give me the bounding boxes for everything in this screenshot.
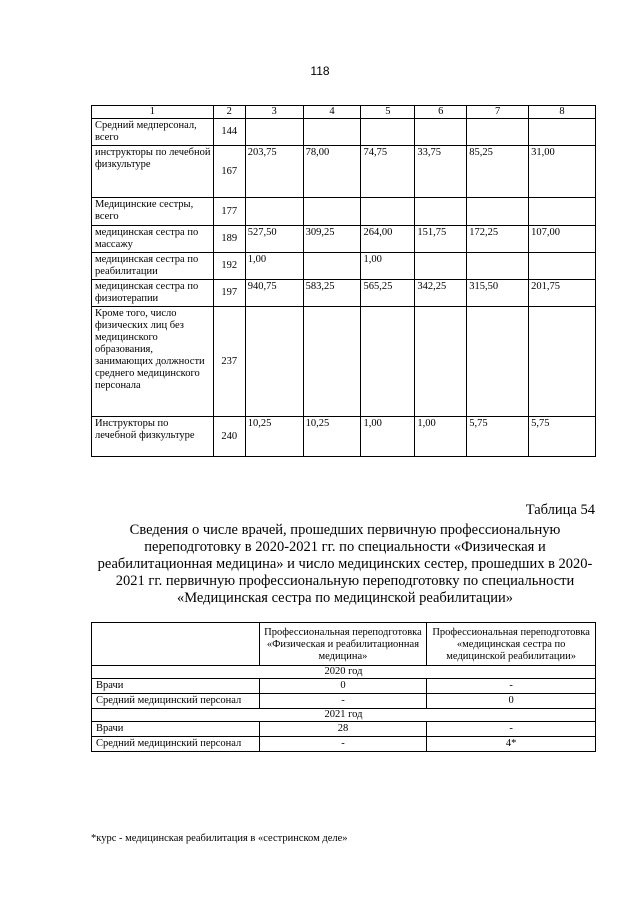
table-cell: 1,00	[361, 253, 415, 280]
row-label: Врачи	[92, 679, 260, 694]
row-name: медицинская сестра по реабилитации	[92, 253, 214, 280]
table-cell: 940,75	[245, 280, 303, 307]
column-header: 2	[213, 106, 245, 119]
column-header: 8	[529, 106, 596, 119]
table-cell	[245, 307, 303, 417]
year-row	[92, 666, 596, 679]
column-header: 4	[303, 106, 361, 119]
row-code: 177	[213, 198, 245, 226]
table-cell	[245, 198, 303, 226]
table-cell: -	[427, 722, 596, 737]
table-cell: 203,75	[245, 146, 303, 198]
table-cell: 342,25	[415, 280, 467, 307]
table-cell	[415, 198, 467, 226]
row-name: Кроме того, число физических лиц без медицинского образования, занимающих должности среднего медицинского персонала	[92, 307, 214, 417]
row-code: 167	[213, 146, 245, 198]
footnote: *курс - медицинская реабилитация в «сестринском деле»	[91, 833, 348, 844]
table-cell	[467, 253, 529, 280]
table-cell: -	[259, 737, 427, 752]
table-cell: 264,00	[361, 226, 415, 253]
table-cell	[361, 119, 415, 146]
table-cell	[303, 198, 361, 226]
row-code: 189	[213, 226, 245, 253]
table-title: Сведения о числе врачей, прошедших первичную профессиональную переподготовку в 2020-2021 гг. по специальности «Физическая и реабилитационная медицина» и число медицинских сестер, прошедших в 2020-2021 гг. первичную профессиональную переподготовку по специальности «Медицинская сестра по медицинской реабилитации»	[97, 522, 593, 606]
column-header: 5	[361, 106, 415, 119]
row-label: Средний медицинский персонал	[92, 737, 260, 752]
table-cell: 10,25	[303, 417, 361, 457]
table-cell: 4*	[427, 737, 596, 752]
table-cell	[529, 119, 596, 146]
column-header: 3	[245, 106, 303, 119]
table-row	[92, 280, 596, 307]
table-row	[92, 226, 596, 253]
year-label: 2021 год	[92, 709, 596, 722]
table-cell: 151,75	[415, 226, 467, 253]
row-label: Средний медицинский персонал	[92, 694, 260, 709]
row-code: 240	[213, 417, 245, 457]
table-cell: 31,00	[529, 146, 596, 198]
column-header: Профессиональная переподготовка «медицинская сестра по медицинской реабилитации»	[427, 623, 596, 666]
row-code: 237	[213, 307, 245, 417]
row-name: медицинская сестра по массажу	[92, 226, 214, 253]
table-cell	[529, 198, 596, 226]
table-cell	[529, 307, 596, 417]
table-cell: 78,00	[303, 146, 361, 198]
table-cell	[415, 119, 467, 146]
column-header: 6	[415, 106, 467, 119]
table-row	[92, 694, 596, 709]
row-name: Медицинские сестры, всего	[92, 198, 214, 226]
table-row	[92, 307, 596, 417]
staff-table	[91, 105, 596, 457]
table-cell: 74,75	[361, 146, 415, 198]
table-cell: 28	[259, 722, 427, 737]
column-header: Профессиональная переподготовка «Физическая и реабилитационная медицина»	[259, 623, 427, 666]
row-label: Врачи	[92, 722, 260, 737]
table-cell	[415, 253, 467, 280]
row-name: инструкторы по лечебной физкультуре	[92, 146, 214, 198]
page-number: 118	[310, 64, 330, 78]
table-label: Таблица 54	[525, 502, 595, 518]
table-cell: 527,50	[245, 226, 303, 253]
table-cell	[361, 198, 415, 226]
table-cell: 1,00	[245, 253, 303, 280]
table-cell	[303, 119, 361, 146]
table-cell: 85,25	[467, 146, 529, 198]
year-row	[92, 709, 596, 722]
table-cell: -	[259, 694, 427, 709]
table-row	[92, 253, 596, 280]
table-header-row	[92, 106, 596, 119]
table-cell: 0	[259, 679, 427, 694]
table-cell: 309,25	[303, 226, 361, 253]
year-label: 2020 год	[92, 666, 596, 679]
table-cell: 10,25	[245, 417, 303, 457]
table-row	[92, 737, 596, 752]
table-row	[92, 146, 596, 198]
table-cell: 107,00	[529, 226, 596, 253]
table-cell	[361, 307, 415, 417]
column-header	[92, 623, 260, 666]
column-header: 7	[467, 106, 529, 119]
table-cell	[245, 119, 303, 146]
table-row	[92, 722, 596, 737]
column-header: 1	[92, 106, 214, 119]
table-cell: 0	[427, 694, 596, 709]
table-cell: 1,00	[415, 417, 467, 457]
row-name: медицинская сестра по физиотерапии	[92, 280, 214, 307]
table-header-row	[92, 623, 596, 666]
row-code: 144	[213, 119, 245, 146]
table-row	[92, 417, 596, 457]
table-cell: 33,75	[415, 146, 467, 198]
table-cell: 5,75	[529, 417, 596, 457]
table-cell: 1,00	[361, 417, 415, 457]
table-cell: 201,75	[529, 280, 596, 307]
table-cell	[303, 253, 361, 280]
table-cell	[529, 253, 596, 280]
table-cell: 172,25	[467, 226, 529, 253]
table-cell	[415, 307, 467, 417]
row-name: Средний медперсонал, всего	[92, 119, 214, 146]
table-row	[92, 119, 596, 146]
retraining-table	[91, 622, 596, 752]
table-cell	[467, 119, 529, 146]
table-cell	[303, 307, 361, 417]
table-cell: 315,50	[467, 280, 529, 307]
row-code: 192	[213, 253, 245, 280]
table-cell: 565,25	[361, 280, 415, 307]
table-cell: 5,75	[467, 417, 529, 457]
row-code: 197	[213, 280, 245, 307]
table-cell: -	[427, 679, 596, 694]
table-row	[92, 679, 596, 694]
row-name: Инструкторы по лечебной физкультуре	[92, 417, 214, 457]
table-cell	[467, 198, 529, 226]
table-row	[92, 198, 596, 226]
table-cell: 583,25	[303, 280, 361, 307]
table-cell	[467, 307, 529, 417]
